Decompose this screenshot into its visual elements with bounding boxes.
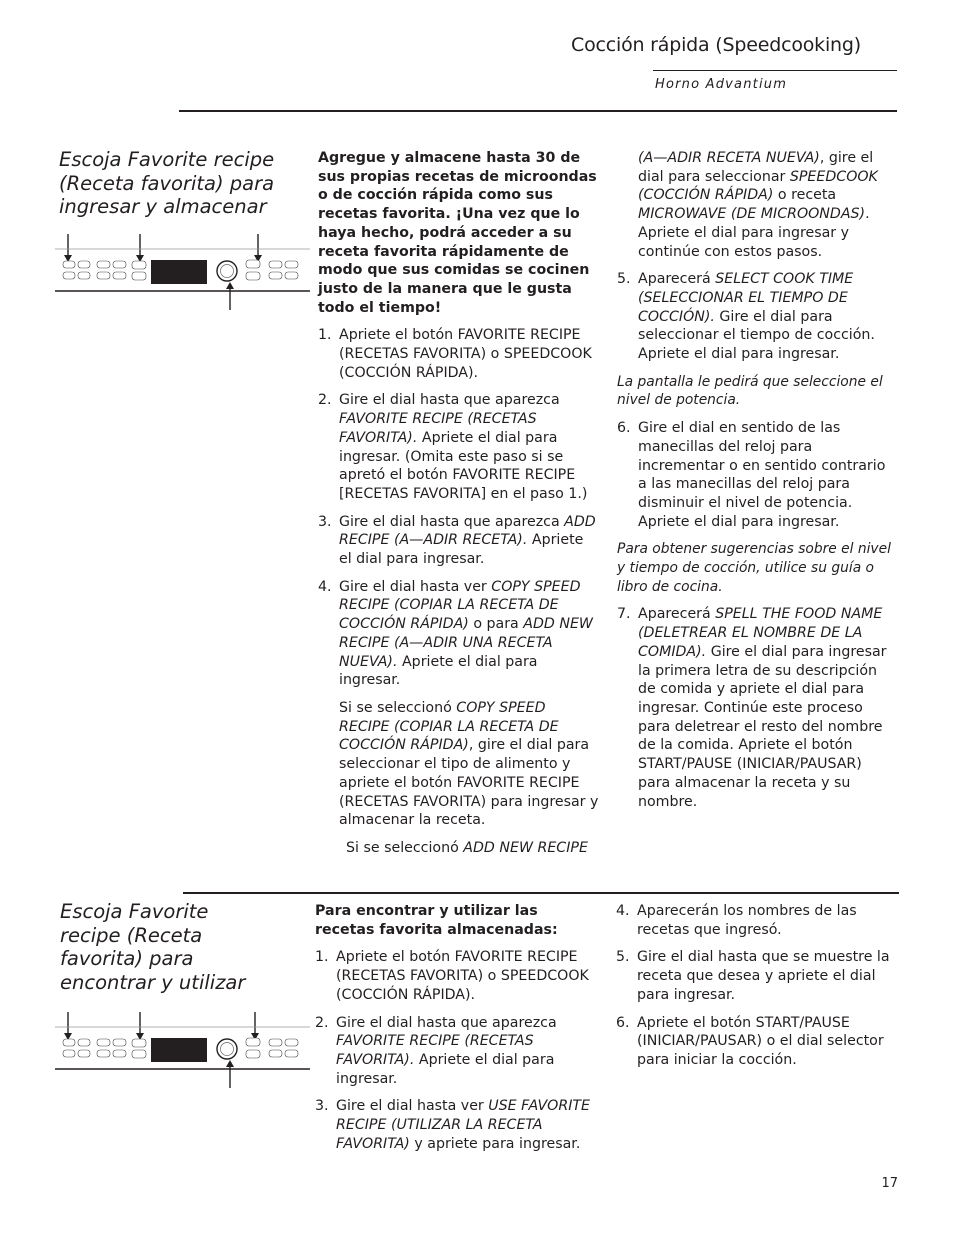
text-run: o para — [468, 616, 524, 633]
emphasis-text: SPELL THE FOOD NAME (DELETREAR EL NOMBRE DE LA COMIDA). — [638, 606, 883, 660]
control-panel-diagram — [55, 232, 310, 310]
text-run: Apriete el botón FAVORITE RECIPE (RECETAS FAVORITA) o SPEEDCOOK (COCCIÓN RÁPIDA). — [339, 327, 592, 381]
step-number: 7. — [617, 606, 631, 623]
text-run: Aparecerán los nombres de las recetas que ingresó. — [637, 903, 857, 938]
section-title: Escoja Favorite recipe (Receta favorita) para ingresar y almacenar — [59, 148, 275, 218]
text-run: Gire el dial hasta ver — [339, 578, 492, 595]
text-run: Gire el dial hasta que aparezca — [339, 392, 560, 409]
section-lead: Agregue y almacene hasta 30 de sus propias recetas de microondas o de cocción rápida como sus recetas favorita. ¡Una vez que lo haya hecho, podrá acceder a su receta favorita rápidamente de modo que sus comidas se cocinen justo de la manera que le gusta todo el tiempo! — [318, 150, 597, 316]
steps-list — [617, 419, 897, 531]
emphasis-text: ADD NEW RECIPE (A—ADIR UNA RECETA NUEVA). — [339, 616, 593, 670]
steps-list — [617, 605, 897, 811]
note-text: La pantalla le pedirá que seleccione el nivel de potencia. — [617, 373, 883, 409]
step-item — [616, 902, 896, 939]
text-run: Gire el dial para seleccionar el tiempo de cocción. Apriete el dial para ingresar. — [638, 308, 875, 363]
step-number: 4. — [616, 903, 630, 919]
text-run: Gire el dial en sentido de las manecillas del reloj para incrementar o en sentido contrario a las manecillas del reloj para disminuir el nivel de potencia. Apriete el dial para ingresar. — [638, 420, 886, 530]
emphasis-text: (A—ADIR RECETA NUEVA) — [638, 150, 820, 166]
text-run: . Apriete el dial para ingresar y continúe con estos pasos. — [638, 206, 870, 260]
step-item — [318, 391, 600, 503]
emphasis-text: USE FAVORITE RECIPE (UTILIZAR LA RECETA FAVORITA) — [336, 1098, 591, 1152]
section1-col3 — [617, 149, 897, 820]
emphasis-text: ADD NEW RECIPE — [463, 839, 588, 856]
step-item — [318, 513, 600, 569]
step-number: 1. — [318, 327, 332, 344]
text-run: Aparecerá — [638, 271, 716, 288]
emphasis-text: SPEEDCOOK (COCCIÓN RÁPIDA) — [638, 168, 878, 204]
emphasis-text: FAVORITE RECIPE (RECETAS FAVORITA). — [336, 1033, 534, 1068]
text-run: o receta — [773, 187, 837, 204]
steps-list — [318, 326, 600, 690]
emphasis-text: FAVORITE RECIPE (RECETAS FAVORITA). — [339, 411, 537, 446]
section2-col3 — [616, 902, 896, 1079]
text-run: , gire el dial para seleccionar el tipo de alimento y apriete el botón FAVORITE RECIPE (RECETAS FAVORITA) para ingresar y almacenar la receta. — [339, 737, 599, 829]
header-divider — [653, 70, 897, 71]
step-item — [318, 326, 600, 382]
step-number: 4. — [318, 578, 332, 595]
step-paragraph — [318, 839, 600, 858]
emphasis-text: COPY SPEED RECIPE (COPIAR LA RECETA DE COCCIÓN RÁPIDA) — [339, 699, 559, 754]
steps-list — [315, 948, 595, 1153]
emphasis-text: SELECT COOK TIME (SELECCIONAR EL TIEMPO DE COCCIÓN). — [638, 271, 854, 325]
step-item — [616, 948, 896, 1004]
section2-col2 — [315, 902, 595, 1162]
section-divider — [183, 892, 899, 894]
text-run: Si se seleccionó — [346, 839, 464, 856]
step-item — [315, 1097, 595, 1153]
text-run: Apriete el botón START/PAUSE (INICIAR/PAUSAR) o el dial selector para iniciar la cocción. — [637, 1014, 884, 1068]
step-item — [315, 948, 595, 1004]
step-number: 5. — [617, 271, 631, 288]
step-number: 2. — [315, 1014, 329, 1031]
emphasis-text: COPY SPEED RECIPE (COPIAR LA RECETA DE COCCIÓN RÁPIDA) — [339, 578, 581, 633]
step-number: 3. — [318, 513, 332, 530]
text-run: Gire el dial hasta que se muestre la receta que desea y apriete el dial para ingresar. — [637, 949, 890, 1003]
step-item — [318, 578, 600, 690]
emphasis-text: MICROWAVE (DE MICROONDAS) — [638, 206, 866, 223]
text-run: Apriete el dial para ingresar. — [339, 532, 584, 568]
note-text: Para obtener sugerencias sobre el nivel y tiempo de cocción, utilice su guía o libro de cocina. — [617, 541, 891, 595]
section-divider — [179, 110, 897, 112]
section1-col2 — [318, 149, 600, 867]
step-number: 2. — [318, 392, 332, 409]
steps-list — [616, 902, 896, 1070]
step-paragraph — [318, 699, 600, 830]
text-run: Gire el dial hasta que aparezca — [336, 1014, 557, 1031]
step-item — [617, 419, 897, 531]
emphasis-text: ADD RECIPE (A—ADIR RECETA). — [339, 513, 596, 549]
step-number: 3. — [315, 1098, 329, 1115]
step-number: 5. — [616, 949, 630, 966]
text-run: Apriete el dial para ingresar. — [339, 653, 538, 689]
text-run: Gire el dial para ingresar la primera letra de su descripción de comida y apriete el dial para ingresar. Continúe este proceso para deletrear el resto del nombre de la comida. Apriete el botón START/PAUSE (INICIAR/PAUSAR) para almacenar la receta y su nombre. — [638, 643, 887, 810]
step-paragraph — [617, 149, 897, 261]
steps-list — [617, 270, 897, 364]
step-number: 6. — [616, 1014, 630, 1031]
text-run: Gire el dial hasta que aparezca — [339, 513, 565, 530]
text-run: y apriete para ingresar. — [409, 1135, 581, 1152]
text-run: Si se seleccionó — [339, 699, 457, 716]
text-run: , gire el dial para seleccionar — [638, 150, 874, 185]
step-number: 1. — [315, 949, 329, 966]
text-run: Apriete el botón FAVORITE RECIPE (RECETAS FAVORITA) o SPEEDCOOK (COCCIÓN RÁPIDA). — [336, 949, 589, 1003]
step-number: 6. — [617, 420, 631, 437]
page-header-title: Cocción rápida (Speedcooking) — [571, 34, 861, 56]
page-number: 17 — [881, 1176, 898, 1191]
control-panel-diagram — [55, 1010, 310, 1088]
step-item — [617, 270, 897, 364]
step-item — [617, 605, 897, 811]
step-item — [616, 1014, 896, 1070]
text-run: Apriete el dial para ingresar. (Omita este paso si se apretó el botón FAVORITE RECIPE [RECETAS FAVORITA] en el paso 1.) — [339, 429, 588, 502]
section-title: Escoja Favorite recipe (Receta favorita) para encontrar y utilizar — [60, 900, 246, 994]
text-run: Apriete el dial para ingresar. — [336, 1051, 555, 1087]
step-item — [315, 1014, 595, 1089]
page-header-subtitle: Horno Advantium — [655, 77, 788, 92]
section-lead: Para encontrar y utilizar las recetas favorita almacenadas: — [315, 903, 558, 938]
text-run: Aparecerá — [638, 606, 716, 623]
text-run: Gire el dial hasta ver — [336, 1098, 489, 1115]
